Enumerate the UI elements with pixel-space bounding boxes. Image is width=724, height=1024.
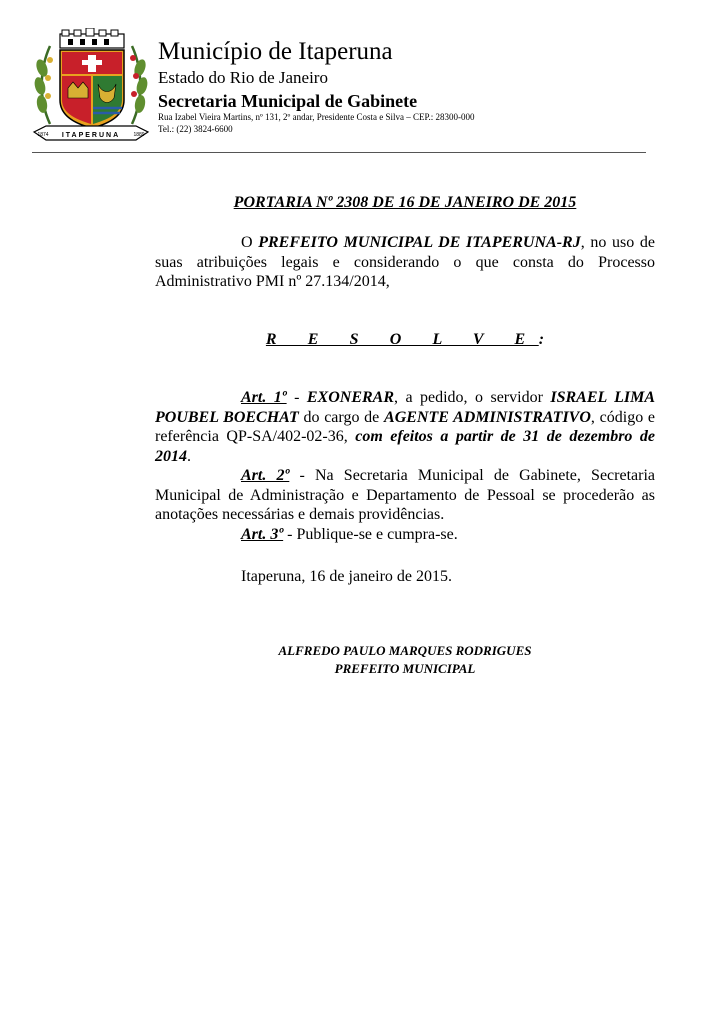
intro-text-1: O (241, 234, 259, 251)
article-3-label: Art. 3º (241, 525, 284, 543)
portaria-title: PORTARIA Nº 2308 DE 16 DE JANEIRO DE 2015 (233, 194, 577, 211)
municipality-title: Município de Itaperuna (158, 38, 393, 65)
address-line: Rua Izabel Vieira Martins, nº 131, 2º andar, Presidente Costa e Silva – CEP.: 28300-000 (158, 112, 475, 122)
article-1-action: EXONERAR (306, 389, 394, 406)
signatory-role: PREFEITO MUNICIPAL (334, 661, 476, 676)
article-1-text-c: do cargo de (298, 408, 385, 426)
article-3 (155, 525, 655, 545)
state-name: Estado do Rio de Janeiro (158, 68, 328, 87)
place-date-section (155, 567, 655, 587)
intro-text-2: , no uso de suas atribuições legais e considerando o que consta do Processo Administrativo PMI nº 27.134/2014, (155, 234, 656, 290)
article-1 (155, 388, 655, 466)
crest-year-left: 1874 (37, 132, 49, 138)
article-2 (155, 466, 655, 525)
signatory-name: ALFREDO PAULO MARQUES RODRIGUES (278, 643, 532, 658)
position-name: AGENTE ADMINISTRATIVO (384, 408, 591, 426)
header-divider (32, 152, 646, 153)
crest-banner-text: ITAPERUNA (61, 132, 121, 139)
resolve-word: R E S O L V E (265, 331, 539, 348)
article-2-text: - Na Secretaria Municipal de Gabinete, Secretaria Municipal de Administração e Departamento de Pessoal se procederão as anotações necessárias e demais providências. (155, 467, 655, 523)
intro-section (155, 233, 655, 292)
article-1-text-d: , código e referência QP-SA/402-02-36, (155, 408, 656, 445)
article-1-text-b: , a pedido, o servidor (394, 389, 551, 406)
intro-paragraph (155, 233, 655, 292)
resolve-colon: : (538, 331, 545, 348)
place-date: Itaperuna, 16 de janeiro de 2015. (241, 568, 453, 585)
article-1-text-e: . (187, 447, 191, 465)
article-1-label: Art. 1º (241, 389, 287, 406)
effective-date: com efeitos a partir de 31 de dezembro de 2014 (155, 428, 655, 465)
crest-year-right: 1889 (133, 132, 145, 138)
coat-of-arms-icon (28, 28, 153, 146)
article-2-label: Art. 2º (241, 467, 290, 484)
article-1-text-a: - (286, 389, 307, 406)
article-3-text: - Publique-se e cumpra-se. (283, 525, 458, 543)
mayor-title: PREFEITO MUNICIPAL DE ITAPERUNA-RJ (258, 234, 581, 251)
phone-line: Tel.: (22) 3824-6600 (158, 124, 233, 134)
signature-block (155, 642, 655, 678)
articles-section (155, 388, 655, 544)
resolve-heading (155, 331, 655, 349)
servant-name: ISRAEL LIMA POUBEL BOECHAT (155, 389, 656, 426)
department-name: Secretaria Municipal de Gabinete (158, 91, 418, 111)
